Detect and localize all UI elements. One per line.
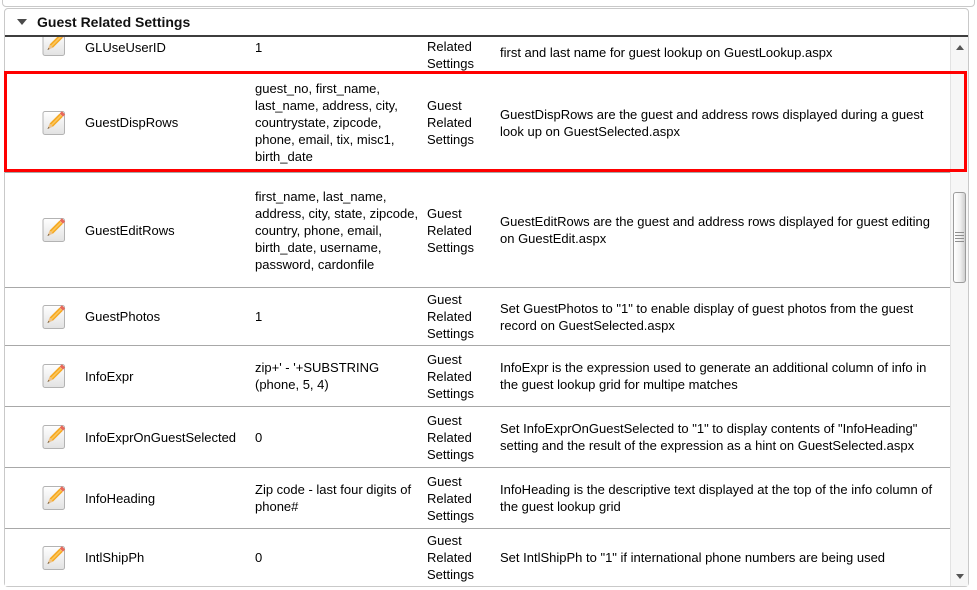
setting-name: InfoExprOnGuestSelected — [85, 429, 237, 445]
settings-table-row — [5, 37, 951, 73]
row-icon-cell — [5, 545, 80, 571]
setting-name: InfoExpr — [85, 368, 134, 384]
vertical-scrollbar[interactable] — [950, 37, 968, 586]
setting-description: GuestEditRows are the guest and address rows displayed for guest editing on GuestEdit.aspx — [500, 214, 930, 246]
setting-description: InfoHeading is the descriptive text displayed at the top of the info column of the guest lookup grid — [500, 482, 933, 514]
scroll-up-button[interactable] — [951, 40, 968, 54]
setting-category: Guest Related Settings — [427, 98, 474, 147]
setting-name: GuestDispRows — [85, 115, 179, 130]
setting-value: Zip code - last four digits of phone# — [255, 482, 412, 514]
setting-name: GLUseUserID — [85, 40, 166, 55]
section-title: Guest Related Settings — [37, 14, 191, 30]
row-icon-cell — [5, 217, 80, 243]
setting-value: 0 — [255, 550, 263, 565]
previous-section-edge — [2, 0, 975, 7]
settings-table-row — [5, 73, 951, 173]
row-icon-cell — [5, 363, 80, 389]
setting-name: IntlShipPh — [85, 550, 145, 565]
setting-category: Guest Related Settings — [427, 351, 474, 401]
setting-description: Set IntlShipPh to "1" if international phone numbers are being used — [500, 550, 886, 565]
edit-pencil-icon[interactable] — [42, 424, 66, 450]
setting-category: Guest Related Settings — [427, 292, 474, 341]
edit-pencil-icon[interactable] — [42, 110, 66, 136]
settings-table-row — [5, 173, 951, 288]
triangle-up-icon — [956, 45, 964, 50]
setting-name: GuestPhotos — [85, 309, 161, 324]
edit-pencil-icon[interactable] — [42, 545, 66, 571]
setting-name: GuestEditRows — [85, 222, 175, 238]
collapse-caret-icon[interactable] — [17, 19, 27, 25]
row-icon-cell — [5, 110, 80, 136]
edit-pencil-icon[interactable] — [42, 485, 66, 511]
setting-category: Guest Related Settings — [427, 205, 474, 255]
scrollbar-thumb[interactable] — [953, 192, 966, 283]
setting-category: Guest Related Settings — [427, 533, 474, 582]
setting-category: Related Settings — [427, 39, 474, 71]
setting-description: Set InfoExprOnGuestSelected to "1" to display contents of "InfoHeading" setting and the result of the expression as a hint on GuestSelected.aspx — [500, 421, 918, 453]
setting-description: InfoExpr is the expression used to generate an additional column of info in the guest lookup grid for multipe matches — [500, 360, 927, 392]
setting-value: zip+' - '+SUBSTRING (phone, 5, 4) — [255, 360, 380, 392]
setting-description: first and last name for guest lookup on GuestLookup.aspx — [500, 45, 833, 60]
setting-value: 1 — [255, 40, 263, 55]
setting-description: Set GuestPhotos to "1" to enable display of guest photos from the guest record on GuestSelected.aspx — [500, 300, 914, 333]
settings-table-row — [5, 529, 951, 586]
row-icon-cell — [5, 304, 80, 330]
section-header[interactable] — [5, 9, 968, 37]
setting-value: guest_no, first_name, last_name, address, city, countrystate, zipcode, phone, email, tix, misc1, birth_date — [255, 81, 398, 164]
row-icon-cell — [5, 37, 80, 57]
edit-pencil-icon[interactable] — [42, 37, 66, 57]
edit-pencil-icon[interactable] — [42, 217, 66, 243]
edit-pencil-icon[interactable] — [42, 363, 66, 389]
scroll-down-button[interactable] — [951, 569, 968, 583]
guest-related-settings-panel — [4, 8, 969, 587]
settings-table-body — [5, 37, 951, 586]
setting-value: 0 — [255, 429, 263, 445]
setting-category: Guest Related Settings — [427, 473, 474, 523]
setting-value: first_name, last_name, address, city, state, zipcode, country, phone, email, birth_date, username, password, cardonfile — [255, 188, 419, 272]
setting-description: GuestDispRows are the guest and address rows displayed during a guest look up on GuestSelected.aspx — [500, 106, 924, 139]
setting-value: 1 — [255, 309, 263, 324]
settings-table-viewport — [5, 37, 951, 586]
row-icon-cell — [5, 485, 80, 511]
setting-category: Guest Related Settings — [427, 412, 474, 462]
triangle-down-icon — [956, 574, 964, 579]
edit-pencil-icon[interactable] — [42, 304, 66, 330]
settings-table-row — [5, 346, 951, 407]
settings-table-row — [5, 407, 951, 468]
settings-table-row — [5, 288, 951, 346]
setting-name: InfoHeading — [85, 490, 156, 506]
settings-table-row — [5, 468, 951, 529]
scrollbar-grip-icon — [955, 232, 964, 243]
row-icon-cell — [5, 424, 80, 450]
